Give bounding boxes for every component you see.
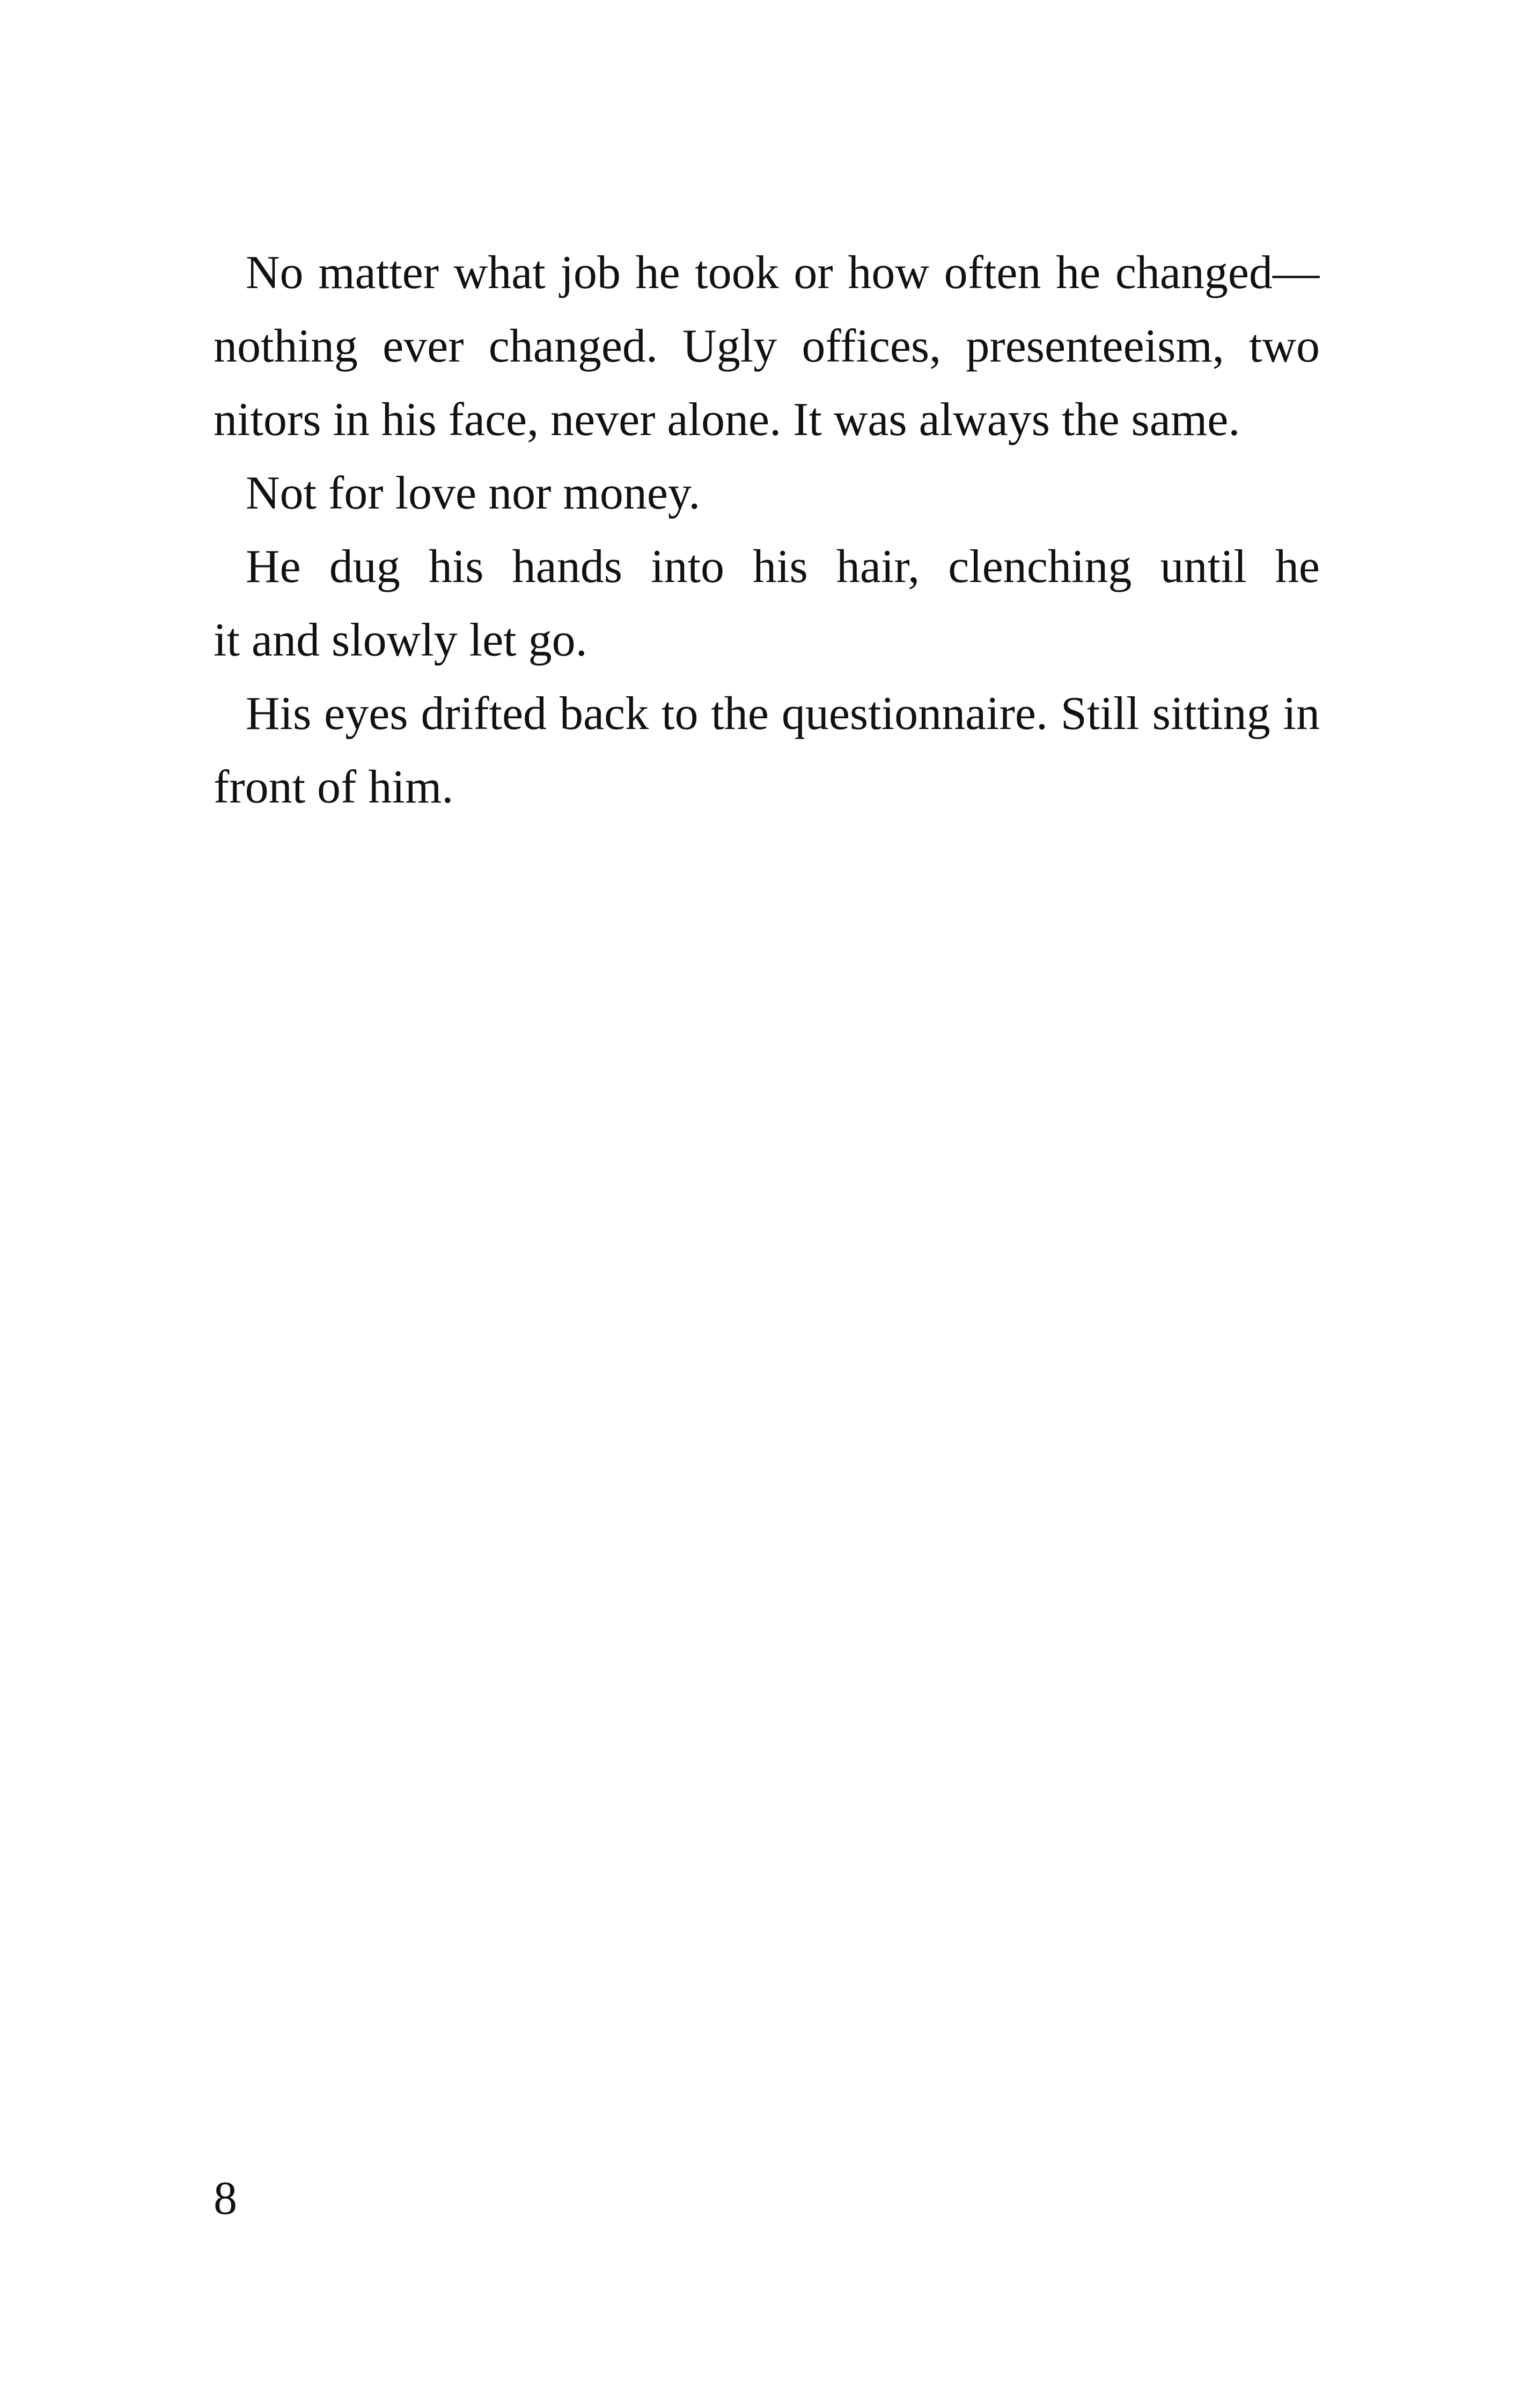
body-text [214, 236, 1320, 824]
text-line: front of him. [214, 761, 454, 813]
text-line: nothing ever changed. Ugly offices, presenteeism, two [214, 320, 1320, 372]
text-line: nitors in his face, never alone. It was always the same. [214, 394, 1240, 446]
text-line: He dug his hands into his hair, clenching until he [246, 541, 1320, 593]
text-line: His eyes drifted back to the questionnaire. Still sitting in [246, 688, 1320, 740]
text-line: it and slowly let go. [214, 614, 587, 666]
text-line: Not for love nor money. [246, 467, 701, 519]
page-number: 8 [214, 2173, 237, 2225]
text-line: No matter what job he took or how often he changed— [246, 247, 1320, 299]
